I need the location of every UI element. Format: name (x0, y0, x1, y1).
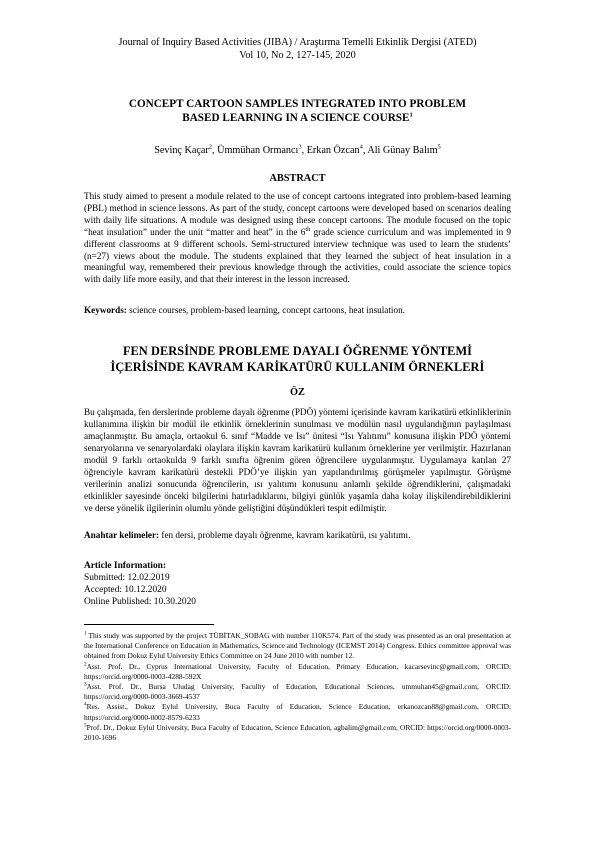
paper-title (84, 97, 511, 125)
article-information (84, 560, 511, 608)
author-name: Ümmühan Ormancı (217, 145, 299, 156)
paper-title-line1: CONCEPT CARTOON SAMPLES INTEGRATED INTO PROBLEM (128, 98, 467, 110)
footnote-text: Res. Assist., Dokuz Eylul University, Buca Faculty of Education, Science Education, erkanozcan88@gmail.com, ORCID: https://orcid.org/0000-0002-8579-6233 (84, 702, 511, 722)
turkish-keywords-text: fen dersi, probleme dayalı öğrenme, kavram karikatürü, ısı yalıtımı. (159, 530, 411, 540)
footnote (84, 631, 511, 662)
footnote-number: 5 (84, 722, 87, 729)
author-list: Sevinç Kaçar$^2$, Ümmühan Ormancı$^3$, Erkan Özcan$^4$, Ali Günay Balım$^5$ (154, 143, 441, 156)
author-name: Sevinç Kaçar (154, 145, 209, 156)
footnote-text: This study was supported by the project TÜBİTAK_SOBAG with number 110K574. Part of the study was presented as an oral presentation at the International Conference on Education in Mathematics, Science and Technology (ICEMST 2014) Congress. Ethics committee approval was obtained from Dokuz Eylul University Ethics Committee on 24 June 2010 with number 12. (84, 631, 511, 661)
abstract-heading: ABSTRACT (269, 173, 326, 184)
footnotes (84, 631, 511, 743)
abstract-body (84, 191, 511, 286)
footnote-number: 1 (84, 630, 87, 637)
journal-header (0, 36, 595, 62)
footnote-text: Asst. Prof. Dr., Cyprus International University, Faculty of Education, Primary Education, kacarsevinc@gmail.com, ORCID: https://orcid.org/0000-0003-4288-592X (84, 661, 511, 681)
abstract-text-part2: grade science curriculum and was implemented in 9 different classrooms at 9 different schools. Semi-structured interview technique was used to learn the students’ (n=27) views about the module. The students explained that they learned the subject of heat insulation in a meaningful way, remembered their previous knowledge through the activities, could associate the science topics with daily life more easily, and that their interest in the lesson increased. (84, 226, 511, 285)
author-footnote-ref: 2 (208, 143, 213, 151)
paper-title-line2: BASED LEARNING IN A SCIENCE COURSE (182, 112, 410, 124)
article-info-heading: Article Information: (84, 561, 167, 571)
turkish-keywords-label: Anahtar kelimeler: (84, 530, 160, 540)
keywords-label: Keywords: (84, 305, 127, 315)
submitted-date: Submitted: 12.02.2019 (84, 573, 170, 583)
published-date: Online Published: 10.30.2020 (84, 597, 196, 607)
turkish-title-line1: FEN DERSİNDE PROBLEME DAYALI ÖĞRENME YÖNTEMİ (122, 344, 473, 358)
oz-body: Bu çalışmada, fen derslerinde probleme dayalı öğrenme (PDÖ) yöntemi içerisinde kavram karikatürü etkinliklerinin kullanımına ilişkin bir modül ile etkinlik örneklerinin sunulması ve modülün nasıl uygulandığının paylaşılması amaçlanmıştır. Bu amaçla, ortaokul 6. sınıf “Madde ve Isı” ünitesi “Isı Yalıtımı” konusuna ilişkin PDÖ yöntemi senaryolarına ve senaryolardaki olaylara ilişkin kavram karikatürü kullanım örneklerine yer verilmiştir. Hazırlanan modül 9 farklı ortaokulda 9 farklı sınıfta öğrenim gören öğrencilere uygulanmıştır. Uygulamaya katılan 27 öğrenciyle kavram karikatürü destekli PDÖ’ye ilişkin yarı yapılandırılmış görüşmeler yapılmıştır. Görüşme verilerinin analizi sonucunda öğrencilerin, ısı yalıtımı konusunu anlamlı şekilde öğrendiklerini, çalışmadaki etkinlikler sayesinde önceki bilgilerini hatırladıklarını, bilgiyi günlük yaşamla daha kolay ilişkilendirebildiklerini ve derse yönelik ilgilerinin olumlu yönde geliştiğini düşündükleri tespit edilmiştir. (84, 407, 511, 513)
author-footnote-ref: 5 (437, 143, 441, 151)
accepted-date: Accepted: 10.12.2020 (84, 585, 167, 595)
footnote-divider (84, 624, 214, 625)
footnote-text: Asst. Prof. Dr., Bursa Uludag University, Facullty of Education, Educational Sciences, ummuhan45@gmail.com, ORCID: https://orcid.org/0000-0003-3669-4537 (84, 682, 511, 702)
author-footnote-ref: 4 (359, 143, 363, 151)
journal-volume: Vol 10, No 2, 127-145, 2020 (239, 50, 356, 61)
oz-heading: ÖZ (290, 387, 305, 398)
footnote-number: 4 (84, 701, 87, 708)
keywords-line (84, 305, 511, 317)
turkish-keywords-line (84, 530, 511, 542)
author-name: Ali Günay Balım (367, 145, 438, 156)
footnote-number: 2 (84, 661, 87, 668)
footnote (84, 682, 511, 702)
turkish-title (84, 344, 511, 375)
abstract-superscript: th (305, 225, 311, 233)
abstract-text-part1: This study aimed to present a module related to the use of concept cartoons integrated into problem-based learning (PBL) method in science lessons. As part of the study, concept cartoons were developed based on scenarios dealing with daily life situations. A module was designed using these concept cartoons. The module focused on the topic “heat insulation” under the unit “matter and heat” in the 6 (84, 191, 511, 237)
keywords-text: science courses, problem-based learning, concept cartoons, heat insulation. (126, 305, 405, 315)
journal-name: Journal of Inquiry Based Activities (JIBA) / Araştırma Temelli Etkinlik Dergisi (ATED) (118, 37, 477, 48)
author-footnote-ref: 3 (298, 143, 302, 151)
turkish-title-line2: İÇERİSİNDE KAVRAM KARİKATÜRÜ KULLANIM ÖRNEKLERİ (110, 359, 485, 374)
author-name: Erkan Özcan (306, 145, 360, 156)
footnote (84, 702, 511, 722)
footnote-text: Prof. Dr., Dokuz Eylul University, Buca Faculty of Education, Science Education, agbalim@gmail.com, ORCID: https://orcid.org/0000-0003-2010-1696 (84, 722, 511, 743)
title-footnote-ref: 1 (409, 111, 413, 119)
footnote-number: 3 (84, 681, 87, 688)
footnote (84, 662, 511, 682)
footnote (84, 723, 511, 743)
